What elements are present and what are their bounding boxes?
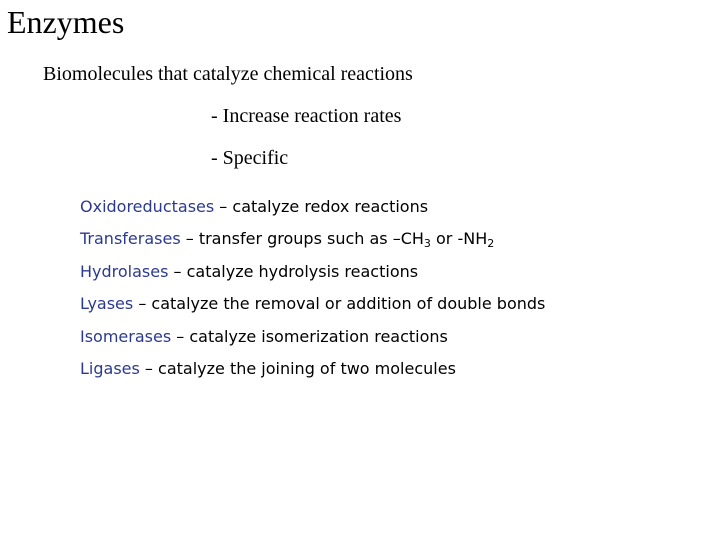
point-specific: - Specific bbox=[211, 147, 289, 169]
class-name: Hydrolases bbox=[80, 261, 169, 281]
class-description: – catalyze hydrolysis reactions bbox=[168, 261, 419, 281]
list-item-transferases bbox=[80, 225, 545, 257]
class-description: – catalyze the removal or addition of double bonds bbox=[133, 294, 546, 314]
list-item-hydrolases bbox=[80, 258, 545, 290]
class-name: Oxidoreductases bbox=[80, 197, 215, 216]
list-item-lyases bbox=[80, 290, 545, 322]
subscript-3: 3 bbox=[423, 237, 431, 251]
class-description: – catalyze isomerization reactions bbox=[171, 326, 448, 346]
class-description-cont: or -NH bbox=[430, 229, 488, 249]
list-item-ligases bbox=[80, 355, 545, 387]
list-item-oxidoreductases bbox=[80, 193, 545, 225]
subscript-2: 2 bbox=[487, 237, 495, 251]
slide-subtitle: Biomolecules that catalyze chemical reactions bbox=[43, 63, 413, 85]
list-item-isomerases bbox=[80, 323, 545, 355]
enzyme-class-list bbox=[80, 193, 545, 387]
class-name: Isomerases bbox=[80, 326, 172, 346]
class-description: – transfer groups such as –CH bbox=[180, 229, 424, 249]
point-reaction-rates: - Increase reaction rates bbox=[211, 105, 402, 127]
class-name: Transferases bbox=[80, 229, 181, 249]
slide-title: Enzymes bbox=[7, 4, 125, 40]
class-description: – catalyze redox reactions bbox=[214, 197, 429, 216]
class-description: – catalyze the joining of two molecules bbox=[139, 358, 456, 378]
class-name: Ligases bbox=[80, 358, 140, 378]
class-name: Lyases bbox=[80, 294, 134, 314]
